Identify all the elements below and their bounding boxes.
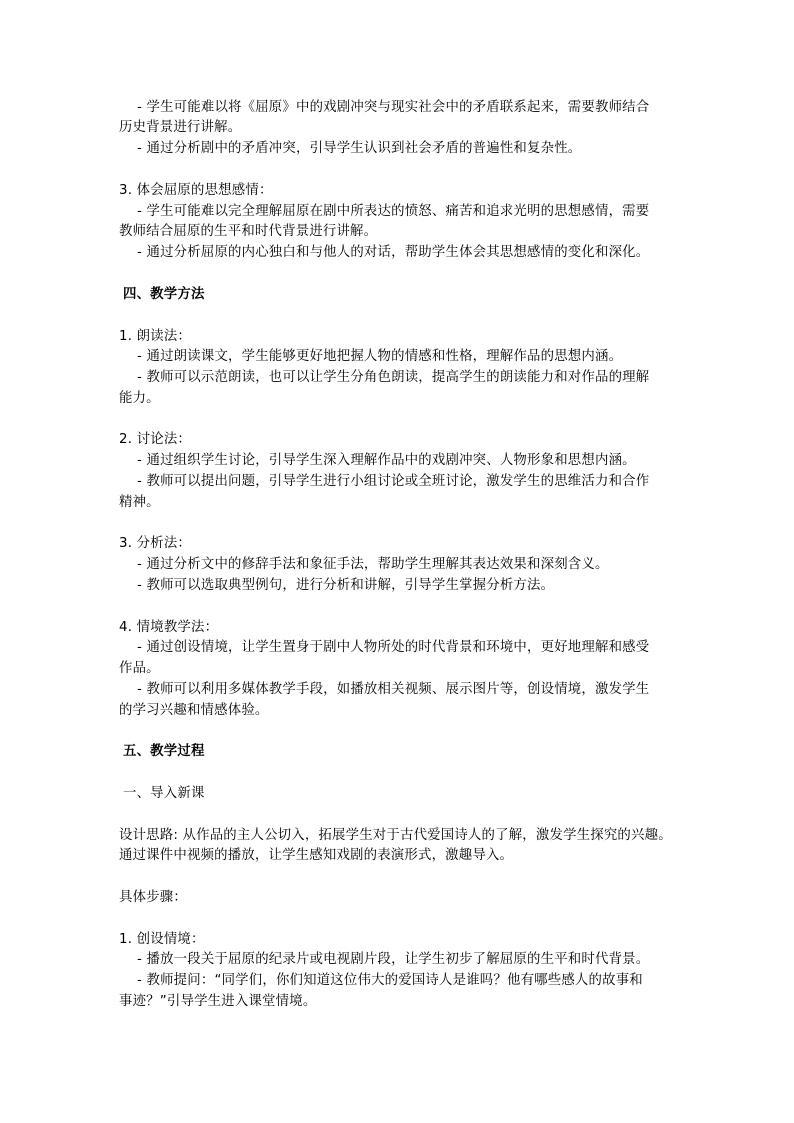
text-line: - 教师可以示范朗读，也可以让学生分角色朗读，提高学生的朗读能力和对作品的理解 bbox=[137, 370, 650, 385]
text-line: - 学生可能难以将《屈原》中的戏剧冲突与现实社会中的矛盾联系起来，需要教师结合 bbox=[137, 100, 650, 115]
section-heading: 五、教学过程 bbox=[123, 744, 205, 759]
text-line: - 教师可以选取典型例句，进行分析和讲解，引导学生掌握分析方法。 bbox=[137, 578, 555, 593]
text-line: - 通过创设情境，让学生置身于剧中人物所处的时代背景和环境中，更好地理解和感受 bbox=[137, 640, 650, 655]
list-heading: 4. 情境教学法： bbox=[119, 620, 219, 635]
text-line: 通过课件中视频的播放，让学生感知戏剧的表演形式，激趣导入。 bbox=[119, 848, 514, 863]
text-line: - 通过朗读课文，学生能够更好地把握人物的情感和性格，理解作品的思想内涵。 bbox=[137, 349, 623, 364]
subsection-heading: 一、导入新课 bbox=[123, 786, 205, 801]
text-line: - 通过分析文中的修辞手法和象征手法，帮助学生理解其表达效果和深刻含义。 bbox=[137, 557, 609, 572]
list-heading: 3. 分析法： bbox=[119, 536, 191, 551]
text-line: - 教师可以利用多媒体教学手段，如播放相关视频、展示图片等，创设情境，激发学生 bbox=[137, 682, 650, 697]
text-line: 具体步骤： bbox=[119, 890, 187, 905]
text-line: - 通过分析剧中的矛盾冲突，引导学生认识到社会矛盾的普遍性和复杂性。 bbox=[137, 141, 582, 156]
text-line: 历史背景进行讲解。 bbox=[119, 120, 242, 135]
text-line: 的学习兴趣和情感体验。 bbox=[119, 703, 269, 718]
text-line: 设计思路: 从作品的主人公切入，拓展学生对于古代爱国诗人的了解，激发学生探究的兴趣。 bbox=[119, 828, 672, 843]
text-line: 事迹？”引导学生进入课堂情境。 bbox=[119, 994, 317, 1009]
list-heading: 2. 讨论法： bbox=[119, 432, 191, 447]
text-line: - 播放一段关于屈原的纪录片或电视剧片段，让学生初步了解屈原的生平和时代背景。 bbox=[137, 952, 650, 967]
text-line: 能力。 bbox=[119, 391, 160, 406]
text-line: - 通过组织学生讨论，引导学生深入理解作品中的戏剧冲突、人物形象和思想内涵。 bbox=[137, 453, 636, 468]
text-line: - 学生可能难以完全理解屈原在剧中所表达的愤怒、痛苦和追求光明的思想感情，需要 bbox=[137, 204, 650, 219]
section-heading: 四、教学方法 bbox=[123, 287, 205, 302]
text-line: 精神。 bbox=[119, 495, 160, 510]
list-heading: 3. 体会屈原的思想感情： bbox=[119, 183, 273, 198]
list-heading: 1. 创设情境： bbox=[119, 932, 205, 947]
text-line: - 通过分析屈原的内心独白和与他人的对话，帮助学生体会其思想感情的变化和深化。 bbox=[137, 245, 650, 260]
text-line: - 教师提问：“同学们，你们知道这位伟大的爱国诗人是谁吗？他有哪些感人的故事和 bbox=[137, 973, 643, 988]
text-line: - 教师可以提出问题，引导学生进行小组讨论或全班讨论，激发学生的思维活力和合作 bbox=[137, 474, 650, 489]
text-line: 作品。 bbox=[119, 661, 160, 676]
text-line: 教师结合屈原的生平和时代背景进行讲解。 bbox=[119, 224, 378, 239]
list-heading: 1. 朗读法： bbox=[119, 329, 191, 344]
